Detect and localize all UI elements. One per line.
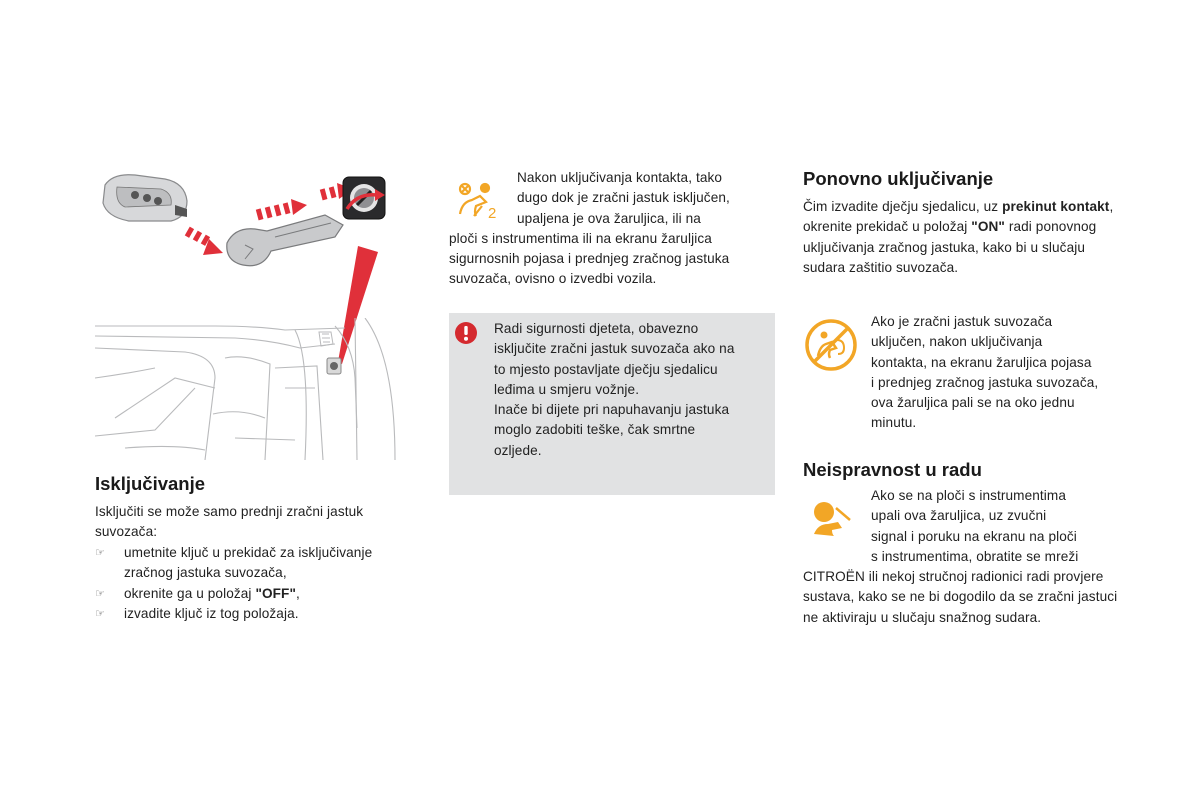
list-item: ☞ umetnite ključ u prekidač za isključivanje zračnog jastuka suvozača, [95,545,373,581]
svg-text:2: 2 [488,205,497,220]
pointing-hand-icon: ☞ [95,607,105,620]
col1-intro: Isključiti se može samo prednji zračni jastuk suvozača: [95,504,364,540]
airbag-disabled-indicator-icon [804,318,858,372]
col1-bullet-list [95,543,415,624]
col2-indicator-paragraph: Nakon uključivanja kontakta, tako dugo dok je zračni jastuk isključen, upaljena je ova žaruljica, ili na ploči s instrumentima ili na ekranu žaruljica sigurnosnih pojasa i prednjeg zračnog jastuka suvozača, ovisno o izvedbi vozila. [449,170,730,287]
exclamation-warning-icon [454,321,478,345]
pointing-hand-icon: ☞ [95,587,105,600]
heading-neispravnost: Neispravnost u radu [803,459,982,480]
list-item: ☞ izvadite ključ iz tog položaja. [95,604,415,624]
col3-airbag-on-paragraph: Ako je zračni jastuk suvozača uključen, nakon uključivanja kontakta, na ekranu žaruljica pojasa i prednjeg zračnog jastuka suvozača, ova žaruljica pali se na oko jednu minutu. [871,314,1099,431]
airbag-switch-icon [343,177,385,219]
dashboard-illustration [95,318,410,460]
heading-ponovno-ukljucivanje: Ponovno uključivanje [803,168,994,189]
warning-text: Radi sigurnosti djeteta, obavezno isključite zračni jastuk suvozača ako na to mjesto postavljate dječju sjedalicu leđima u smjeru vožnje. Inače bi dijete pri napuhavanju jastuka moglo zadobiti teške, čak smrtne ozljede. [494,321,735,458]
pointing-hand-icon: ☞ [95,547,105,559]
col3-fault-paragraph: Ako se na ploči s instrumentima upali ova žaruljica, uz zvučni signal i poruku na ekranu na ploči s instrumentima, obratite se mreži CITROËN ili nekoj stručnoj radionici radi provjere sustava, kako se ne bi dogodilo da se zračni jastuci ne aktiviraju u slučaju snažnog sudara. [803,488,1118,625]
key-fob-icon [103,175,187,221]
col3-reactivation-paragraph: Čim izvadite dječju sjedalicu, uz prekinut kontakt, okrenite prekidač u položaj "ON" radi ponovnog uključivanja zračnog jastuka, kako bi u slučaju sudara zaštitio suvozača. [803,199,1114,275]
heading-isklucivanje: Isključivanje [95,473,206,494]
list-item: ☞ okrenite ga u položaj "OFF", [95,584,415,604]
